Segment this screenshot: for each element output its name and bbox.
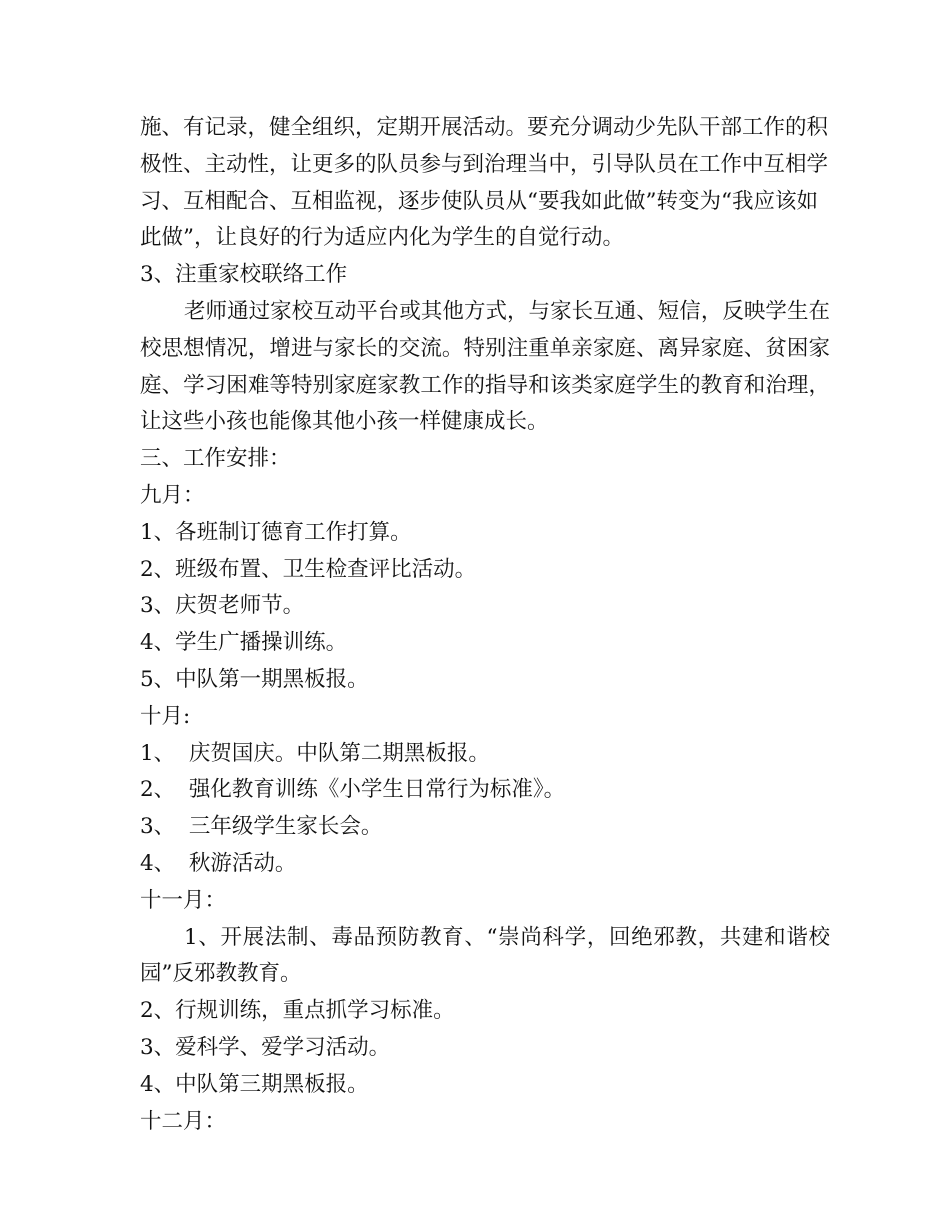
list-item: 4、中队第三期黑板报。 (140, 1071, 369, 1097)
list-item: 5、中队第一期黑板报。 (140, 666, 369, 692)
section-heading-home-school: 3、注重家校联络工作 (140, 262, 348, 288)
paragraph-continued: 施、有记录，健全组织，定期开展活动。要充分调动少先队干部工作的积极性、主动性，让更多的队员参与到治理当中，引导队员在工作中互相学习、互相配合、互相监视，逐步使队员从“要我如此做”转变为“我应该如此做”，让良好的行为适应内化为学生的自觉行动。 (140, 115, 829, 251)
paragraph-home-school: 老师通过家校互动平台或其他方式，与家长互通、短信，反映学生在校思想情况，增进与家长的交流。特别注重单亲家庭、离异家庭、贫困家庭、学习困难等特别家庭家教工作的指导和该类家庭学生的教育和治理，让这些小孩也能像其他小孩一样健康成长。 (140, 298, 830, 435)
month-heading-september: 九月： (140, 482, 205, 508)
list-item: 2、 强化教育训练《小学生日常行为标准》。 (140, 777, 566, 803)
list-item: 4、学生广播操训练。 (140, 630, 348, 656)
list-item: 1、 庆贺国庆。中队第二期黑板报。 (140, 740, 490, 766)
list-item: 2、班级布置、卫生检查评比活动。 (140, 556, 477, 582)
list-item: 2、行规训练，重点抓学习标准。 (140, 998, 455, 1024)
list-item: 3、 三年级学生家长会。 (140, 814, 383, 840)
list-item: 4、 秋游活动。 (140, 850, 297, 876)
list-item: 1、各班制订德育工作打算。 (140, 519, 412, 545)
month-heading-december: 十二月： (140, 1108, 227, 1134)
list-item: 3、爱科学、爱学习活动。 (140, 1034, 391, 1060)
section-heading-schedule: 三、工作安排： (140, 446, 291, 472)
month-heading-october: 十月: (140, 703, 191, 729)
document-body (140, 110, 830, 1140)
list-item: 1、开展法制、毒品预防教育、“崇尚科学，回绝邪教，共建和谐校园”反邪教教育。 (140, 924, 830, 987)
list-item: 3、庆贺老师节。 (140, 593, 305, 619)
month-heading-november: 十一月： (140, 887, 227, 913)
